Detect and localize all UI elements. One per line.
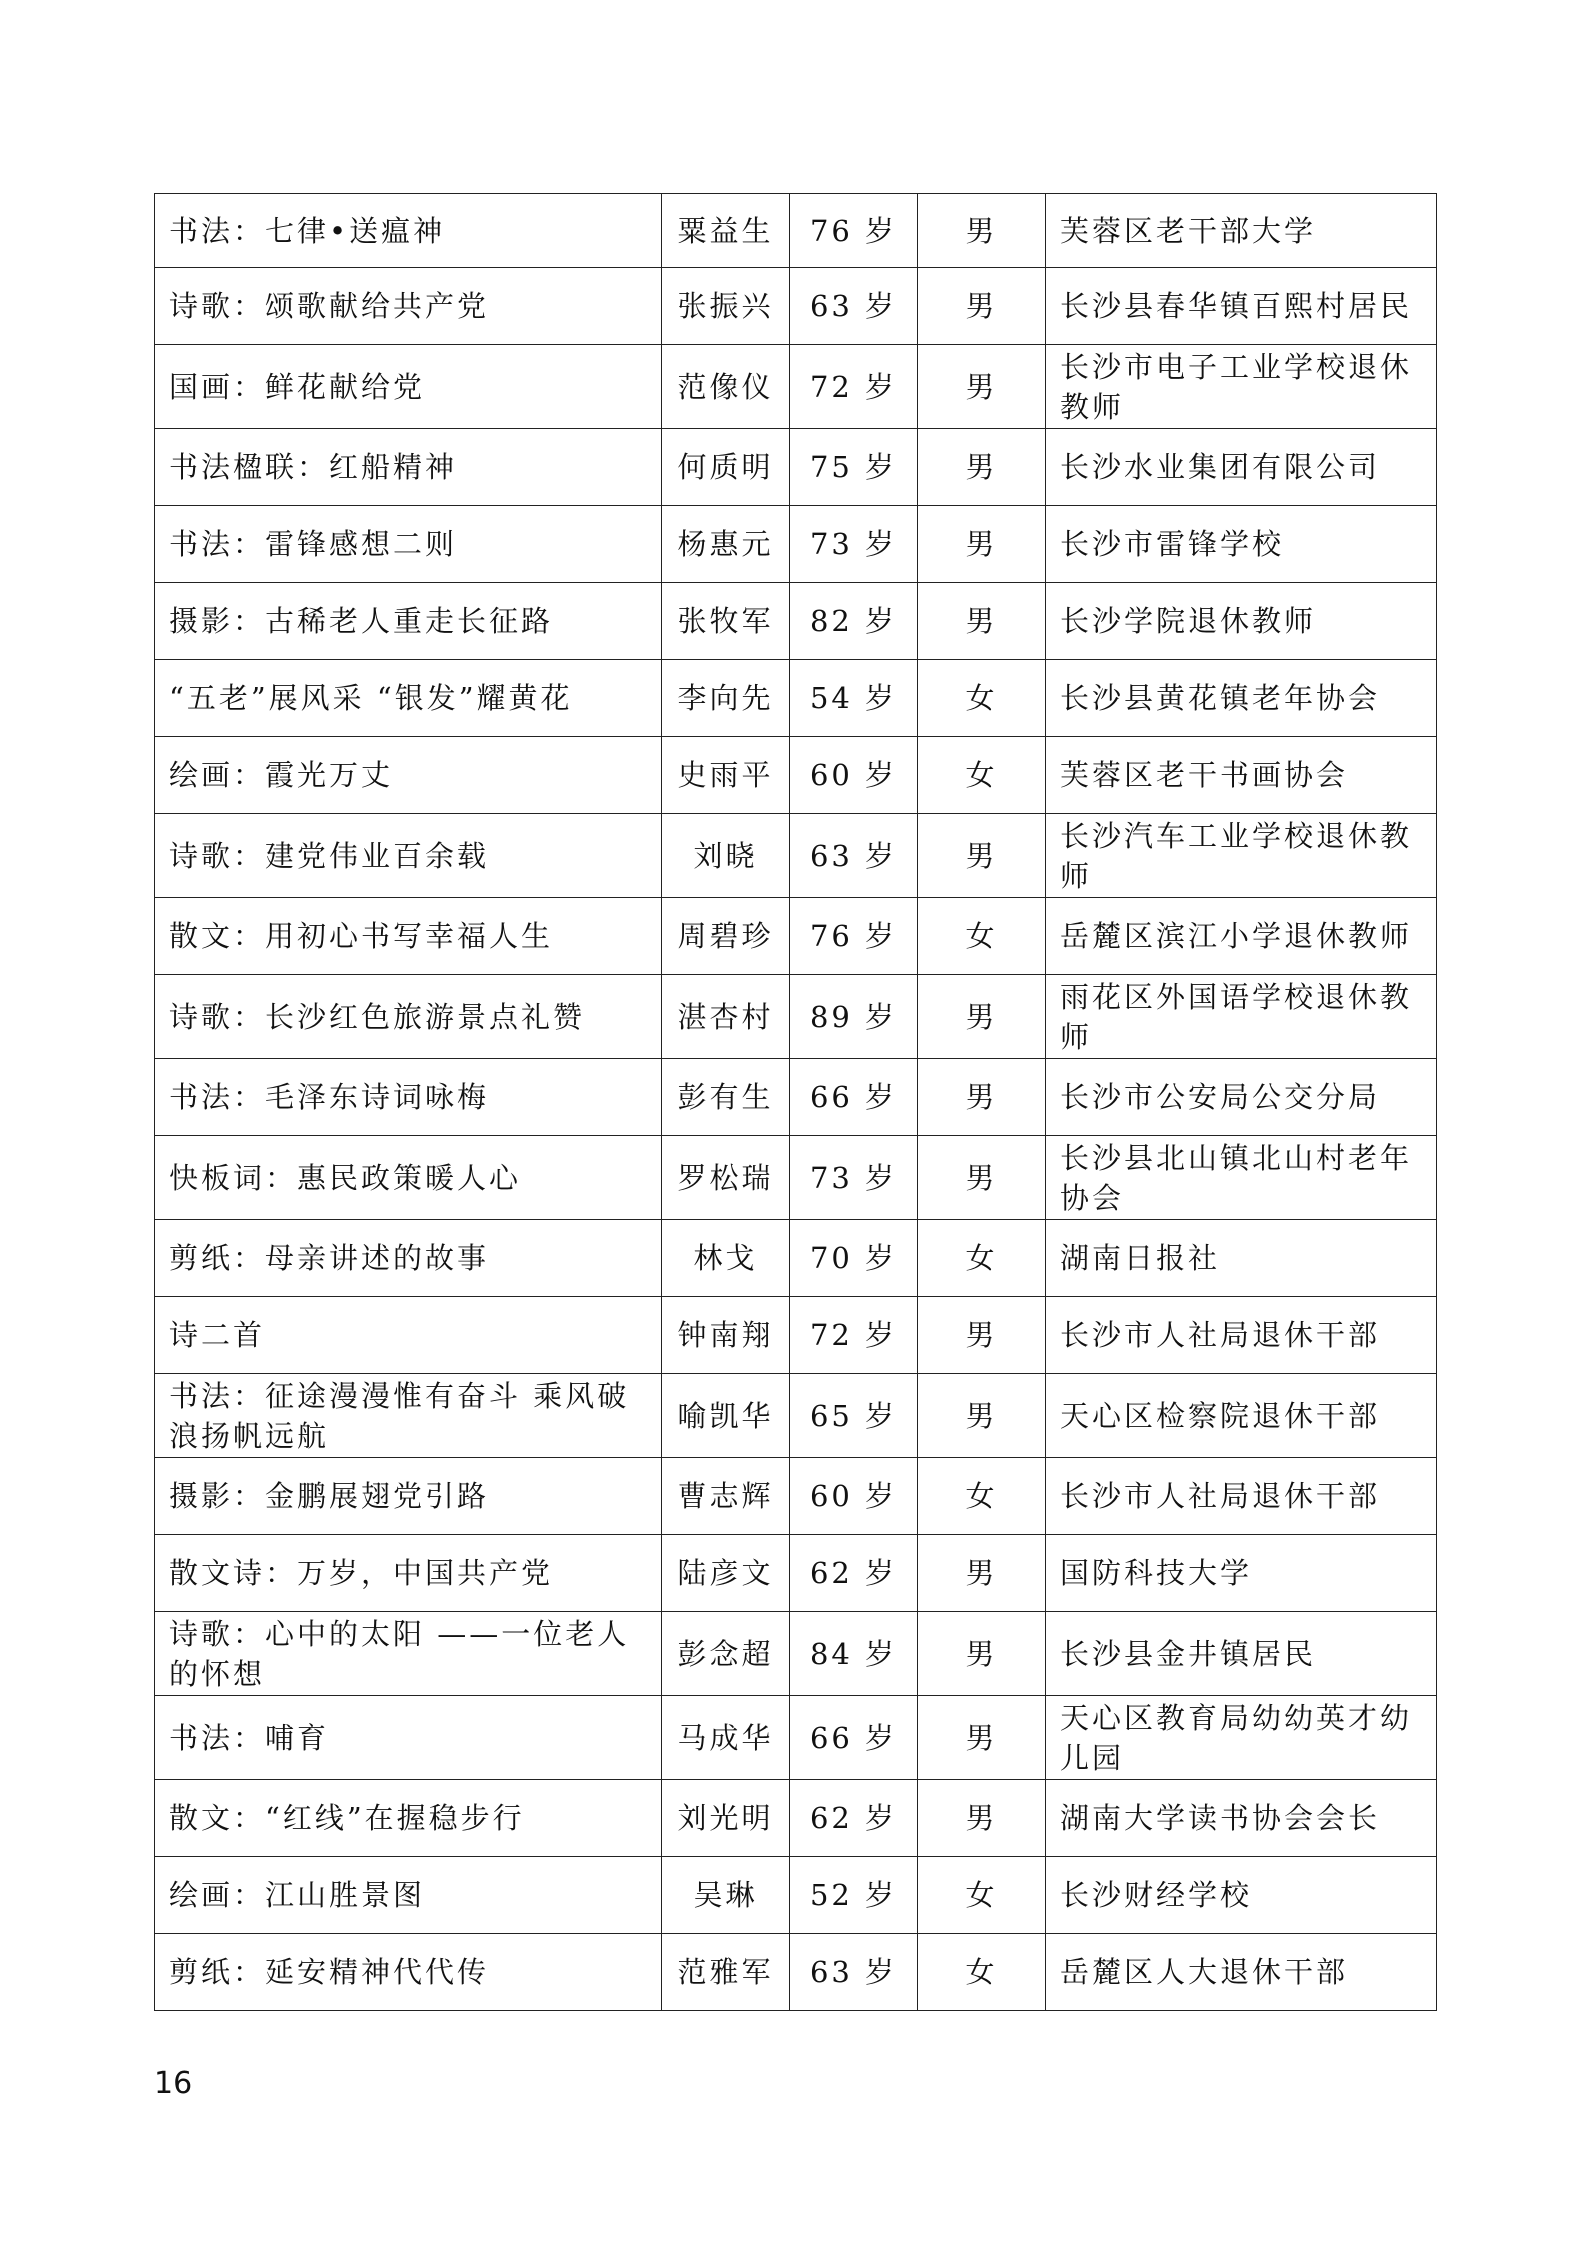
author-unit-cell: 岳麓区滨江小学退休教师 <box>1046 898 1437 975</box>
author-name-cell: 林戈 <box>662 1220 790 1297</box>
work-title-cell: 摄影：古稀老人重走长征路 <box>155 583 662 660</box>
author-unit-cell: 长沙市电子工业学校退休教师 <box>1046 345 1437 429</box>
table-row <box>155 1857 1437 1934</box>
work-title-cell: 书法：七律•送瘟神 <box>155 194 662 268</box>
author-gender-cell: 男 <box>918 1780 1046 1857</box>
work-title-cell: 剪纸：延安精神代代传 <box>155 1934 662 2011</box>
table-row <box>155 814 1437 898</box>
author-gender-cell: 女 <box>918 660 1046 737</box>
author-unit-cell: 长沙市人社局退休干部 <box>1046 1297 1437 1374</box>
author-name-cell: 杨惠元 <box>662 506 790 583</box>
works-table <box>154 193 1437 2011</box>
author-unit-cell: 长沙县金井镇居民 <box>1046 1612 1437 1696</box>
author-gender-cell: 男 <box>918 1136 1046 1220</box>
author-age-cell: 63 岁 <box>790 814 918 898</box>
table-row <box>155 506 1437 583</box>
table-row <box>155 975 1437 1059</box>
table-row <box>155 1220 1437 1297</box>
author-gender-cell: 男 <box>918 1059 1046 1136</box>
author-name-cell: 史雨平 <box>662 737 790 814</box>
author-age-cell: 72 岁 <box>790 1297 918 1374</box>
author-gender-cell: 男 <box>918 506 1046 583</box>
author-gender-cell: 男 <box>918 1374 1046 1458</box>
author-age-cell: 76 岁 <box>790 898 918 975</box>
work-title-cell: 诗歌：建党伟业百余载 <box>155 814 662 898</box>
work-title-cell: 绘画：江山胜景图 <box>155 1857 662 1934</box>
table-row <box>155 583 1437 660</box>
author-gender-cell: 女 <box>918 737 1046 814</box>
author-age-cell: 54 岁 <box>790 660 918 737</box>
author-unit-cell: 芙蓉区老干书画协会 <box>1046 737 1437 814</box>
author-gender-cell: 男 <box>918 1612 1046 1696</box>
author-gender-cell: 男 <box>918 1297 1046 1374</box>
author-gender-cell: 男 <box>918 345 1046 429</box>
table-row <box>155 429 1437 506</box>
author-gender-cell: 男 <box>918 1696 1046 1780</box>
author-age-cell: 84 岁 <box>790 1612 918 1696</box>
table-row <box>155 268 1437 345</box>
author-name-cell: 彭念超 <box>662 1612 790 1696</box>
works-table-body <box>155 194 1437 2011</box>
author-gender-cell: 女 <box>918 1458 1046 1535</box>
author-name-cell: 马成华 <box>662 1696 790 1780</box>
work-title-cell: 诗二首 <box>155 1297 662 1374</box>
author-age-cell: 63 岁 <box>790 1934 918 2011</box>
author-unit-cell: 长沙市雷锋学校 <box>1046 506 1437 583</box>
author-age-cell: 60 岁 <box>790 737 918 814</box>
author-age-cell: 89 岁 <box>790 975 918 1059</box>
work-title-cell: 诗歌：长沙红色旅游景点礼赞 <box>155 975 662 1059</box>
work-title-cell: 散文诗：万岁，中国共产党 <box>155 1535 662 1612</box>
work-title-cell: 诗歌：颂歌献给共产党 <box>155 268 662 345</box>
table-row <box>155 1612 1437 1696</box>
author-age-cell: 70 岁 <box>790 1220 918 1297</box>
work-title-cell: 绘画：霞光万丈 <box>155 737 662 814</box>
work-title-cell: 国画：鲜花献给党 <box>155 345 662 429</box>
work-title-cell: 散文：“红线”在握稳步行 <box>155 1780 662 1857</box>
author-name-cell: 湛杏村 <box>662 975 790 1059</box>
table-row <box>155 737 1437 814</box>
work-title-cell: 书法楹联：红船精神 <box>155 429 662 506</box>
author-name-cell: 张牧军 <box>662 583 790 660</box>
author-name-cell: 陆彦文 <box>662 1535 790 1612</box>
table-row <box>155 1297 1437 1374</box>
table-row <box>155 898 1437 975</box>
author-age-cell: 82 岁 <box>790 583 918 660</box>
author-gender-cell: 女 <box>918 1934 1046 2011</box>
author-unit-cell: 岳麓区人大退休干部 <box>1046 1934 1437 2011</box>
table-row <box>155 1535 1437 1612</box>
author-age-cell: 73 岁 <box>790 506 918 583</box>
author-age-cell: 75 岁 <box>790 429 918 506</box>
author-gender-cell: 男 <box>918 429 1046 506</box>
table-row <box>155 1374 1437 1458</box>
table-row <box>155 1458 1437 1535</box>
author-unit-cell: 长沙县北山镇北山村老年协会 <box>1046 1136 1437 1220</box>
author-gender-cell: 男 <box>918 583 1046 660</box>
author-name-cell: 张振兴 <box>662 268 790 345</box>
work-title-cell: 摄影：金鹏展翅党引路 <box>155 1458 662 1535</box>
work-title-cell: 书法：毛泽东诗词咏梅 <box>155 1059 662 1136</box>
author-name-cell: 曹志辉 <box>662 1458 790 1535</box>
author-name-cell: 李向先 <box>662 660 790 737</box>
author-unit-cell: 长沙水业集团有限公司 <box>1046 429 1437 506</box>
author-unit-cell: 芙蓉区老干部大学 <box>1046 194 1437 268</box>
work-title-cell: 书法：哺育 <box>155 1696 662 1780</box>
author-gender-cell: 男 <box>918 814 1046 898</box>
table-row <box>155 1934 1437 2011</box>
author-unit-cell: 天心区检察院退休干部 <box>1046 1374 1437 1458</box>
author-gender-cell: 男 <box>918 194 1046 268</box>
author-name-cell: 粟益生 <box>662 194 790 268</box>
author-gender-cell: 男 <box>918 975 1046 1059</box>
work-title-cell: 书法：雷锋感想二则 <box>155 506 662 583</box>
author-unit-cell: 长沙市人社局退休干部 <box>1046 1458 1437 1535</box>
author-name-cell: 罗松瑞 <box>662 1136 790 1220</box>
author-name-cell: 吴琳 <box>662 1857 790 1934</box>
author-name-cell: 刘晓 <box>662 814 790 898</box>
author-gender-cell: 女 <box>918 898 1046 975</box>
author-unit-cell: 湖南大学读书协会会长 <box>1046 1780 1437 1857</box>
author-name-cell: 何质明 <box>662 429 790 506</box>
author-age-cell: 76 岁 <box>790 194 918 268</box>
author-gender-cell: 男 <box>918 268 1046 345</box>
author-age-cell: 66 岁 <box>790 1696 918 1780</box>
author-age-cell: 52 岁 <box>790 1857 918 1934</box>
author-age-cell: 66 岁 <box>790 1059 918 1136</box>
author-unit-cell: 长沙县春华镇百熙村居民 <box>1046 268 1437 345</box>
author-name-cell: 刘光明 <box>662 1780 790 1857</box>
author-gender-cell: 女 <box>918 1857 1046 1934</box>
author-gender-cell: 女 <box>918 1220 1046 1297</box>
work-title-cell: “五老”展风采 “银发”耀黄花 <box>155 660 662 737</box>
work-title-cell: 散文：用初心书写幸福人生 <box>155 898 662 975</box>
author-unit-cell: 长沙市公安局公交分局 <box>1046 1059 1437 1136</box>
author-age-cell: 72 岁 <box>790 345 918 429</box>
author-unit-cell: 天心区教育局幼幼英才幼儿园 <box>1046 1696 1437 1780</box>
author-age-cell: 63 岁 <box>790 268 918 345</box>
author-name-cell: 喻凯华 <box>662 1374 790 1458</box>
table-row <box>155 1059 1437 1136</box>
author-age-cell: 62 岁 <box>790 1780 918 1857</box>
table-row <box>155 660 1437 737</box>
author-name-cell: 周碧珍 <box>662 898 790 975</box>
author-unit-cell: 国防科技大学 <box>1046 1535 1437 1612</box>
work-title-cell: 诗歌：心中的太阳 ——一位老人的怀想 <box>155 1612 662 1696</box>
author-unit-cell: 长沙学院退休教师 <box>1046 583 1437 660</box>
author-unit-cell: 湖南日报社 <box>1046 1220 1437 1297</box>
author-age-cell: 60 岁 <box>790 1458 918 1535</box>
author-unit-cell: 长沙县黄花镇老年协会 <box>1046 660 1437 737</box>
table-row <box>155 194 1437 268</box>
author-unit-cell: 雨花区外国语学校退休教师 <box>1046 975 1437 1059</box>
table-row <box>155 345 1437 429</box>
work-title-cell: 快板词：惠民政策暖人心 <box>155 1136 662 1220</box>
page-number: 16 <box>154 2066 193 2101</box>
author-name-cell: 彭有生 <box>662 1059 790 1136</box>
table-row <box>155 1696 1437 1780</box>
author-unit-cell: 长沙汽车工业学校退休教师 <box>1046 814 1437 898</box>
author-name-cell: 范像仪 <box>662 345 790 429</box>
author-age-cell: 65 岁 <box>790 1374 918 1458</box>
table-row <box>155 1136 1437 1220</box>
work-title-cell: 剪纸：母亲讲述的故事 <box>155 1220 662 1297</box>
author-age-cell: 62 岁 <box>790 1535 918 1612</box>
author-gender-cell: 男 <box>918 1535 1046 1612</box>
author-name-cell: 钟南翔 <box>662 1297 790 1374</box>
author-name-cell: 范雅军 <box>662 1934 790 2011</box>
work-title-cell: 书法：征途漫漫惟有奋斗 乘风破浪扬帆远航 <box>155 1374 662 1458</box>
author-unit-cell: 长沙财经学校 <box>1046 1857 1437 1934</box>
table-row <box>155 1780 1437 1857</box>
author-age-cell: 73 岁 <box>790 1136 918 1220</box>
